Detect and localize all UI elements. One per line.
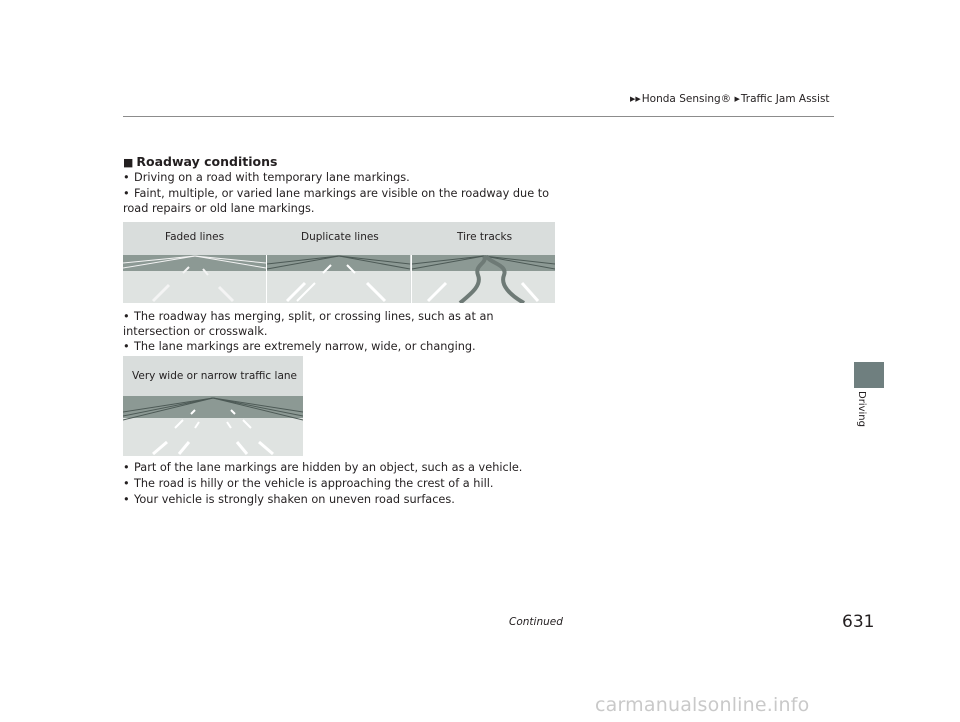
list-item bbox=[123, 186, 553, 216]
figure-label: Very wide or narrow traffic lane bbox=[132, 370, 297, 382]
bullet-dot: • bbox=[123, 461, 130, 474]
list-item bbox=[123, 309, 553, 339]
figure-label: Duplicate lines bbox=[301, 231, 379, 243]
figure-label: Tire tracks bbox=[457, 231, 513, 243]
continued-label: Continued bbox=[509, 616, 563, 628]
list-item bbox=[123, 170, 563, 185]
duplicate-lines-illustration bbox=[267, 255, 410, 303]
list-item bbox=[123, 339, 563, 354]
section-heading bbox=[123, 154, 277, 169]
tire-tracks-illustration bbox=[412, 255, 555, 303]
faded-lines-illustration bbox=[123, 255, 266, 303]
road-illustrations bbox=[123, 255, 555, 303]
page-number: 631 bbox=[842, 612, 875, 632]
list-item-text: Your vehicle is strongly shaken on uneven road surfaces. bbox=[134, 493, 455, 506]
list-item bbox=[123, 492, 563, 507]
square-bullet-icon: ■ bbox=[123, 156, 134, 169]
bullet-dot: • bbox=[123, 493, 130, 506]
chapter-label: Driving bbox=[856, 391, 867, 427]
list-item-text: The lane markings are extremely narrow, wide, or changing. bbox=[134, 340, 476, 353]
breadcrumb-item: Traffic Jam Assist bbox=[740, 93, 830, 105]
arrow-icon: ▶ bbox=[734, 95, 740, 103]
header-rule bbox=[123, 116, 834, 117]
section-heading-text: Roadway conditions bbox=[136, 154, 278, 169]
list-item-text: The road is hilly or the vehicle is approaching the crest of a hill. bbox=[134, 477, 494, 490]
breadcrumb bbox=[630, 93, 830, 105]
list-item-text: Part of the lane markings are hidden by an object, such as a vehicle. bbox=[134, 461, 523, 474]
list-item-text: The roadway has merging, split, or crossing lines, such as at an intersection or crosswalk. bbox=[123, 310, 494, 338]
list-item-text: Faint, multiple, or varied lane markings are visible on the roadway due to road repairs or old lane markings. bbox=[123, 187, 550, 215]
road-figure-1 bbox=[123, 222, 555, 303]
list-item bbox=[123, 476, 563, 491]
road-figure-2 bbox=[123, 356, 303, 456]
list-item bbox=[123, 460, 563, 475]
figure-label: Faded lines bbox=[165, 231, 225, 243]
watermark: carmanualsonline.info bbox=[595, 694, 810, 716]
bullet-dot: • bbox=[123, 187, 130, 200]
double-arrow-icon: ▶▶ bbox=[630, 95, 641, 103]
list-item-text: Driving on a road with temporary lane markings. bbox=[134, 171, 410, 184]
bullet-dot: • bbox=[123, 340, 130, 353]
bullet-dot: • bbox=[123, 171, 130, 184]
wide-lane-illustration bbox=[123, 396, 303, 456]
bullet-dot: • bbox=[123, 310, 130, 323]
bullet-dot: • bbox=[123, 477, 130, 490]
breadcrumb-item: Honda Sensing® bbox=[641, 93, 732, 105]
